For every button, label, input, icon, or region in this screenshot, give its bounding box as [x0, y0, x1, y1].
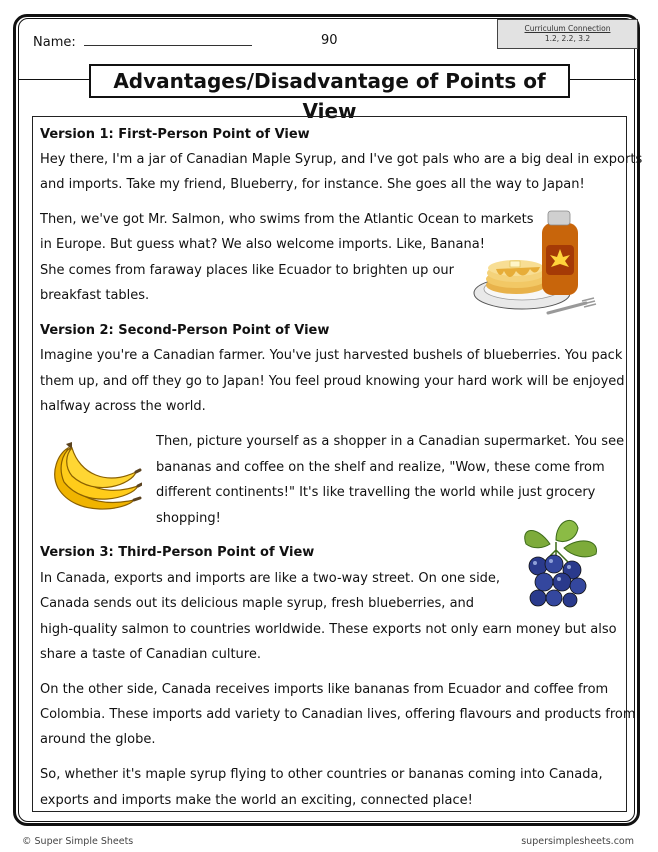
curriculum-codes: 1.2, 2.2, 3.2 — [544, 34, 591, 43]
footer-copyright: © Super Simple Sheets — [22, 836, 134, 847]
v1-text: in Europe. But guess what? We also welcome imports. Like, Banana! — [40, 237, 485, 252]
v3-text: high-quality salmon to countries worldwide. These exports not only earn money but also — [40, 622, 617, 637]
name-label: Name: — [33, 35, 76, 50]
v3-heading: Version 3: Third-Person Point of View — [40, 545, 315, 560]
v1-text: Hey there, I'm a jar of Canadian Maple Syrup, and I've got pals who are a big deal in exports — [40, 152, 643, 167]
page-title: Advantages/Disadvantage of Points of View — [89, 64, 570, 98]
name-line[interactable] — [84, 33, 252, 46]
footer-website[interactable]: supersimplesheets.com — [521, 836, 634, 847]
v3-text: Colombia. These imports add variety to Canadian lives, offering flavours and products from — [40, 707, 636, 722]
v2-text: bananas and coffee on the shelf and realize, "Wow, these come from — [156, 460, 605, 475]
v3-text: Canada sends out its delicious maple syrup, fresh blueberries, and — [40, 596, 475, 611]
v2-heading: Version 2: Second-Person Point of View — [40, 323, 330, 338]
v1-text: She comes from faraway places like Ecuador to brighten up our — [40, 263, 455, 278]
v2-text: halfway across the world. — [40, 399, 206, 414]
title-rule-left — [18, 79, 90, 80]
title-rule-right — [570, 79, 636, 80]
curriculum-title: Curriculum Connection — [524, 24, 611, 33]
v3-text: So, whether it's maple syrup flying to other countries or bananas coming into Canada, — [40, 767, 603, 782]
v2-text: Imagine you're a Canadian farmer. You've just harvested bushels of blueberries. You pack — [40, 348, 623, 363]
v2-text: Then, picture yourself as a shopper in a Canadian supermarket. You see — [156, 434, 625, 449]
v3-text: exports and imports make the world an exciting, connected place! — [40, 793, 473, 808]
score: 90 — [321, 33, 338, 48]
v1-text: breakfast tables. — [40, 288, 150, 303]
v3-text: around the globe. — [40, 732, 156, 747]
v2-text: different continents!" It's like travelling the world while just grocery — [156, 485, 596, 500]
v3-text: On the other side, Canada receives imports like bananas from Ecuador and coffee from — [40, 682, 609, 697]
curriculum-connection-box — [497, 19, 638, 49]
name-field[interactable] — [33, 33, 252, 50]
v1-text: and imports. Take my friend, Blueberry, for instance. She goes all the way to Japan! — [40, 177, 585, 192]
v3-text: In Canada, exports and imports are like a two-way street. On one side, — [40, 571, 501, 586]
bananas-illustration — [50, 438, 142, 518]
v1-text: Then, we've got Mr. Salmon, who swims from the Atlantic Ocean to markets — [40, 212, 534, 227]
v1-heading: Version 1: First-Person Point of View — [40, 127, 310, 142]
v2-text: them up, and off they go to Japan! You feel proud knowing your hard work will be enjoyed — [40, 374, 625, 389]
v2-text: shopping! — [156, 511, 221, 526]
blueberries-illustration — [516, 514, 604, 610]
v3-text: share a taste of Canadian culture. — [40, 647, 261, 662]
pancakes-syrup-illustration — [470, 205, 598, 325]
